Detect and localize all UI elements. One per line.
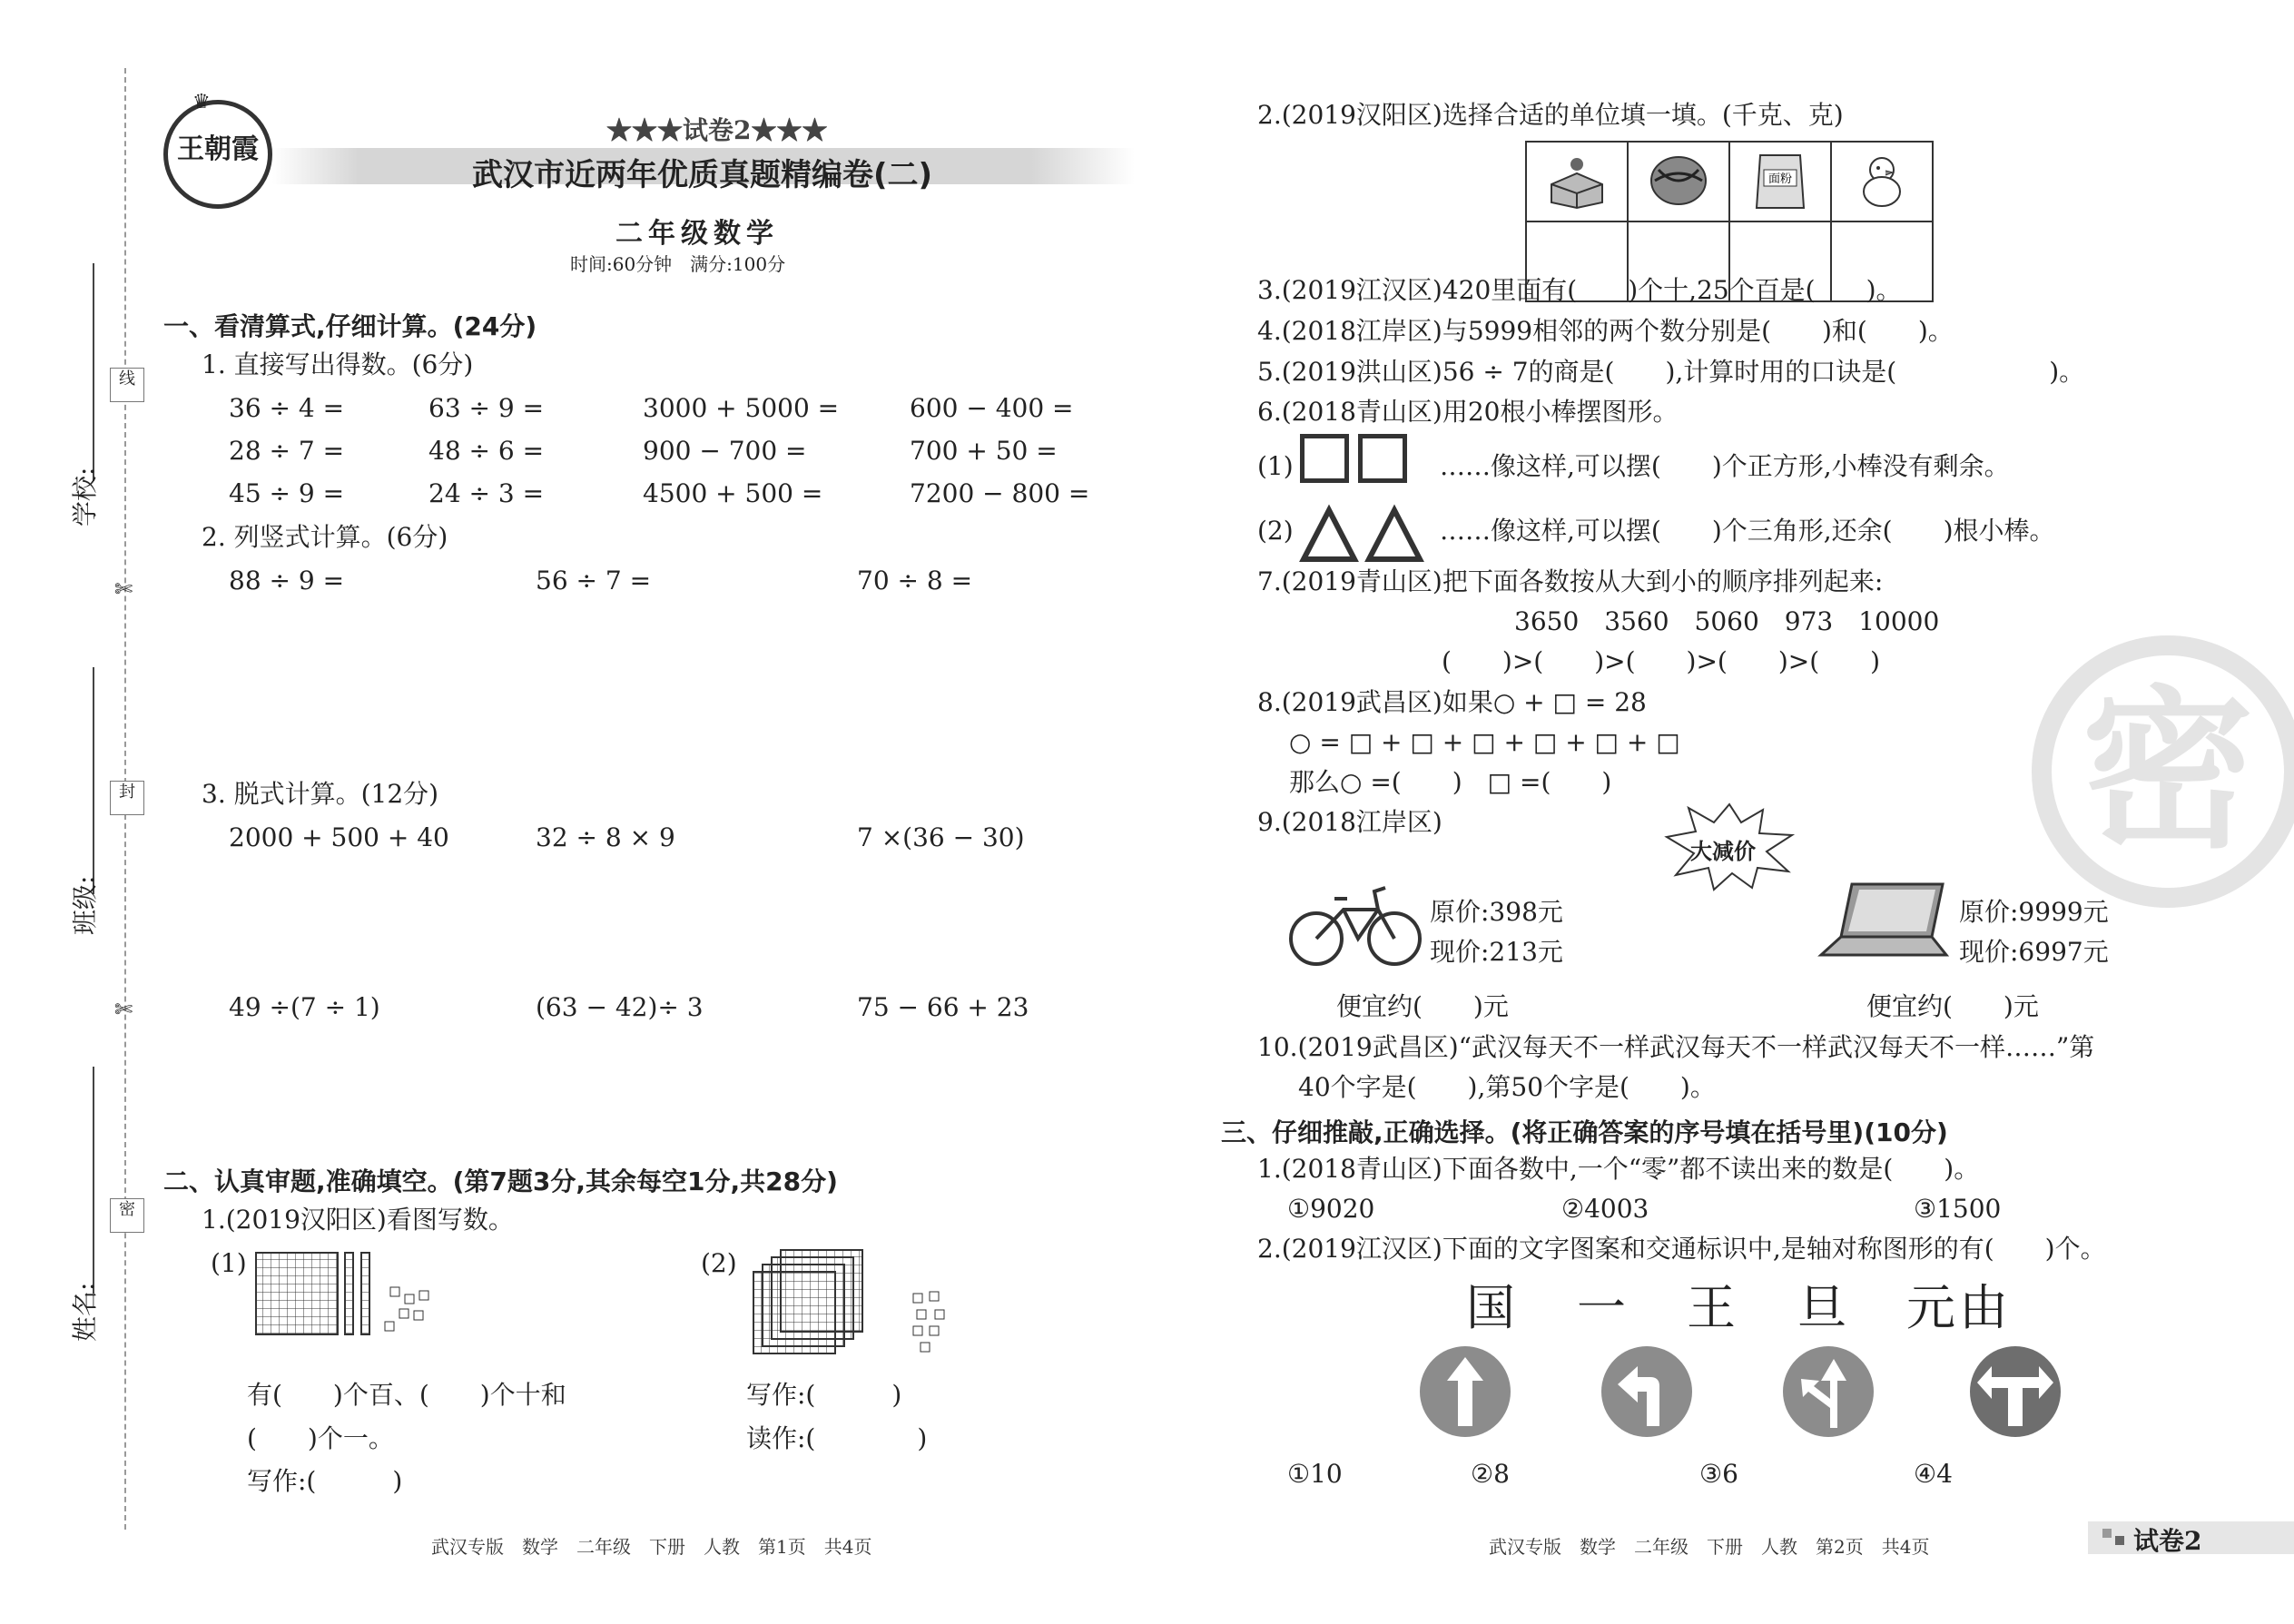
step-calc-item: 49 ÷(7 ÷ 1) bbox=[229, 992, 380, 1022]
s2-q6: 6.(2018青山区)用20根小棒摆图形。 bbox=[1257, 397, 1679, 427]
calc-item: 700 + 50 = bbox=[910, 436, 1058, 466]
straight-arrow-sign-icon bbox=[1418, 1344, 1512, 1439]
left-right-turn-sign-icon bbox=[1968, 1344, 2063, 1439]
s3-q1-option[interactable]: ①9020 bbox=[1287, 1194, 1375, 1224]
straight-left-sign-icon bbox=[1781, 1344, 1876, 1439]
class-label: 班级: bbox=[70, 875, 100, 935]
s1-q2-title: 2. 列竖式计算。(6分) bbox=[202, 522, 448, 552]
laptop-original-price: 原价:9999元 bbox=[1959, 897, 2109, 927]
brand-logo bbox=[163, 100, 272, 209]
footer-left: 武汉专版 数学 二年级 下册 人教 第1页 共4页 bbox=[431, 1536, 872, 1558]
secret-watermark-text: 密 bbox=[2081, 671, 2254, 871]
brand-logo-text: 王朝霞 bbox=[177, 133, 259, 165]
bike-current-price: 现价:213元 bbox=[1430, 937, 1563, 967]
scissors-icon: ✄ bbox=[114, 997, 133, 1022]
s3-q1: 1.(2018青山区)下面各数中,一个“零”都不读出来的数是( )。 bbox=[1257, 1154, 1980, 1184]
school-blank-line bbox=[93, 263, 94, 481]
laptop-image bbox=[1816, 879, 1952, 969]
s1-q3-title: 3. 脱式计算。(12分) bbox=[202, 779, 439, 809]
name-blank-line bbox=[93, 1067, 94, 1294]
s2-q6-1-text: ……像这样,可以摆( )个正方形,小棒没有剩余。 bbox=[1440, 451, 2010, 481]
calc-item: 48 ÷ 6 = bbox=[428, 436, 545, 466]
watermelon-image bbox=[1628, 142, 1729, 221]
section3-title: 三、仔细推敲,正确选择。(将正确答案的序号填在括号里)(10分) bbox=[1221, 1117, 1948, 1147]
s2-q4: 4.(2018江岸区)与5999相邻的两个数分别是( )和( )。 bbox=[1257, 316, 1954, 346]
vertical-calc-item: 56 ÷ 7 = bbox=[536, 566, 652, 595]
s2-q7-blanks[interactable]: ( )>( )>( )>( )>( ) bbox=[1442, 646, 1881, 676]
s2-q3: 3.(2019江汉区)420里面有( )个十,25个百是( )。 bbox=[1257, 275, 1902, 305]
exam-info: 时间:60分钟 满分:100分 bbox=[570, 253, 786, 275]
s2-q8-line3: 那么○ =( ) □ =( ) bbox=[1289, 767, 1612, 797]
s2-q2: 2.(2019汉阳区)选择合适的单位填一填。(千克、克) bbox=[1257, 100, 1844, 130]
s2-q1-part1-line1: 有( )个百、( )个十和 bbox=[247, 1380, 566, 1410]
s2-q10-line1: 10.(2019武昌区)“武汉每天不一样武汉每天不一样武汉每天不一样……”第 bbox=[1257, 1032, 2095, 1062]
cake-image bbox=[1526, 142, 1628, 221]
secret-watermark-seal bbox=[2032, 635, 2294, 908]
sale-badge-text: 大减价 bbox=[1690, 838, 1756, 864]
s2-q1-part1-line2: ( )个一。 bbox=[247, 1423, 394, 1453]
calc-item: 63 ÷ 9 = bbox=[428, 393, 545, 423]
s3-q2: 2.(2019江汉区)下面的文字图案和交通标识中,是轴对称图形的有( )个。 bbox=[1257, 1234, 2106, 1264]
section2-title: 二、认真审题,准确填空。(第7题3分,其余每空1分,共28分) bbox=[163, 1166, 838, 1196]
stick-square bbox=[1300, 434, 1349, 483]
s2-q8: 8.(2019武昌区)如果○ + □ = 28 bbox=[1257, 687, 1647, 717]
s2-q6-2-label: (2) bbox=[1257, 516, 1294, 546]
crown-icon: ♛ bbox=[192, 91, 211, 113]
s2-q10-line2: 40个字是( ),第50个字是( )。 bbox=[1298, 1072, 1716, 1102]
laptop-current-price: 现价:6997元 bbox=[1959, 937, 2109, 967]
calc-item: 24 ÷ 3 = bbox=[428, 478, 545, 508]
s2-q7-numbers: 3650 3560 5060 973 10000 bbox=[1514, 606, 1940, 636]
flour-label: 面粉 bbox=[1767, 172, 1793, 186]
s2-q8-line2: ○ = □ + □ + □ + □ + □ + □ bbox=[1289, 727, 1680, 757]
page-title: 武汉市近两年优质真题精编卷(二) bbox=[472, 157, 933, 193]
s3-q2-option[interactable]: ④4 bbox=[1914, 1459, 1953, 1489]
stick-square bbox=[1358, 434, 1407, 483]
bike-saving[interactable]: 便宜约( )元 bbox=[1336, 991, 1509, 1021]
s2-q1-part2-line2: 读作:( ) bbox=[746, 1423, 928, 1453]
symmetry-char: 旦 bbox=[1797, 1279, 1846, 1336]
s2-q5: 5.(2019洪山区)56 ÷ 7的商是( ),计算时用的口诀是( )。 bbox=[1257, 357, 2085, 387]
vertical-calc-item: 70 ÷ 8 = bbox=[857, 566, 973, 595]
symmetry-char: 元 bbox=[1906, 1279, 1955, 1336]
s2-q6-1-label: (1) bbox=[1257, 451, 1294, 481]
step-calc-item: 32 ÷ 8 × 9 bbox=[536, 822, 675, 852]
s2-q9: 9.(2018江岸区) bbox=[1257, 807, 1442, 837]
step-calc-item: 2000 + 500 + 40 bbox=[229, 822, 449, 852]
s2-q1-title: 1.(2019汉阳区)看图写数。 bbox=[202, 1205, 514, 1235]
school-label: 学校: bbox=[70, 467, 100, 527]
stick-squares bbox=[1300, 434, 1416, 483]
place-value-blocks-2 bbox=[744, 1248, 980, 1375]
s3-q2-option[interactable]: ③6 bbox=[1699, 1459, 1738, 1489]
laptop-saving[interactable]: 便宜约( )元 bbox=[1866, 991, 2039, 1021]
s2-q7: 7.(2019青山区)把下面各数按从大到小的顺序排列起来: bbox=[1257, 566, 1884, 596]
footer-badge: 试卷2 bbox=[2133, 1526, 2202, 1556]
scissors-icon: ✄ bbox=[114, 576, 133, 602]
class-blank-line bbox=[93, 667, 94, 894]
calc-item: 600 − 400 = bbox=[910, 393, 1074, 423]
calc-item: 45 ÷ 9 = bbox=[229, 478, 345, 508]
bicycle-image bbox=[1287, 879, 1423, 969]
s3-q2-option[interactable]: ②8 bbox=[1471, 1459, 1510, 1489]
calc-item: 7200 − 800 = bbox=[910, 478, 1090, 508]
calc-item: 4500 + 500 = bbox=[643, 478, 823, 508]
step-calc-item: (63 − 42)÷ 3 bbox=[536, 992, 704, 1022]
calc-item: 3000 + 5000 = bbox=[643, 393, 840, 423]
s1-q1-title: 1. 直接写出得数。(6分) bbox=[202, 349, 474, 379]
s3-q1-option[interactable]: ②4003 bbox=[1561, 1194, 1649, 1224]
flour-bag-image bbox=[1729, 142, 1831, 221]
bike-original-price: 原价:398元 bbox=[1430, 897, 1563, 927]
calc-item: 28 ÷ 7 = bbox=[229, 436, 345, 466]
step-calc-item: 7 ×(36 − 30) bbox=[857, 822, 1025, 852]
calc-item: 36 ÷ 4 = bbox=[229, 393, 345, 423]
footer-right: 武汉专版 数学 二年级 下册 人教 第2页 共4页 bbox=[1489, 1536, 1930, 1558]
mark-line: 线 bbox=[110, 368, 144, 402]
footer-dot bbox=[2102, 1529, 2112, 1538]
footer-dot bbox=[2115, 1536, 2124, 1545]
calc-item: 900 − 700 = bbox=[643, 436, 807, 466]
name-label: 姓名: bbox=[70, 1282, 100, 1342]
series-label: ★★★试卷2★★★ bbox=[606, 115, 828, 145]
s2-q1-part2-line1: 写作:( ) bbox=[746, 1380, 902, 1410]
s3-q1-option[interactable]: ③1500 bbox=[1914, 1194, 2002, 1224]
symmetry-char: 国 bbox=[1466, 1279, 1515, 1336]
s2-q6-2-text: ……像这样,可以摆( )个三角形,还余( )根小棒。 bbox=[1440, 516, 2055, 546]
s2-q1-part1-line3: 写作:( ) bbox=[247, 1466, 403, 1496]
s3-q2-option[interactable]: ①10 bbox=[1287, 1459, 1343, 1489]
symmetry-char: 王 bbox=[1687, 1279, 1736, 1336]
symmetry-char: 由 bbox=[1959, 1279, 2008, 1336]
s2-q1-part2-label: (2) bbox=[701, 1248, 737, 1278]
stick-triangles bbox=[1298, 501, 1434, 566]
chick-image bbox=[1831, 142, 1933, 221]
section1-title: 一、看清算式,仔细计算。(24分) bbox=[163, 311, 537, 341]
s2-q1-part1-label: (1) bbox=[211, 1248, 247, 1278]
symmetry-char: 一 bbox=[1577, 1279, 1626, 1336]
step-calc-item: 75 − 66 + 23 bbox=[857, 992, 1029, 1022]
place-value-blocks-1 bbox=[254, 1251, 463, 1342]
left-turn-sign-icon bbox=[1600, 1344, 1694, 1439]
subject-title: 二年级数学 bbox=[615, 218, 779, 250]
vertical-calc-item: 88 ÷ 9 = bbox=[229, 566, 345, 595]
mark-seal: 封 bbox=[110, 781, 144, 815]
mark-secret: 密 bbox=[110, 1198, 144, 1233]
